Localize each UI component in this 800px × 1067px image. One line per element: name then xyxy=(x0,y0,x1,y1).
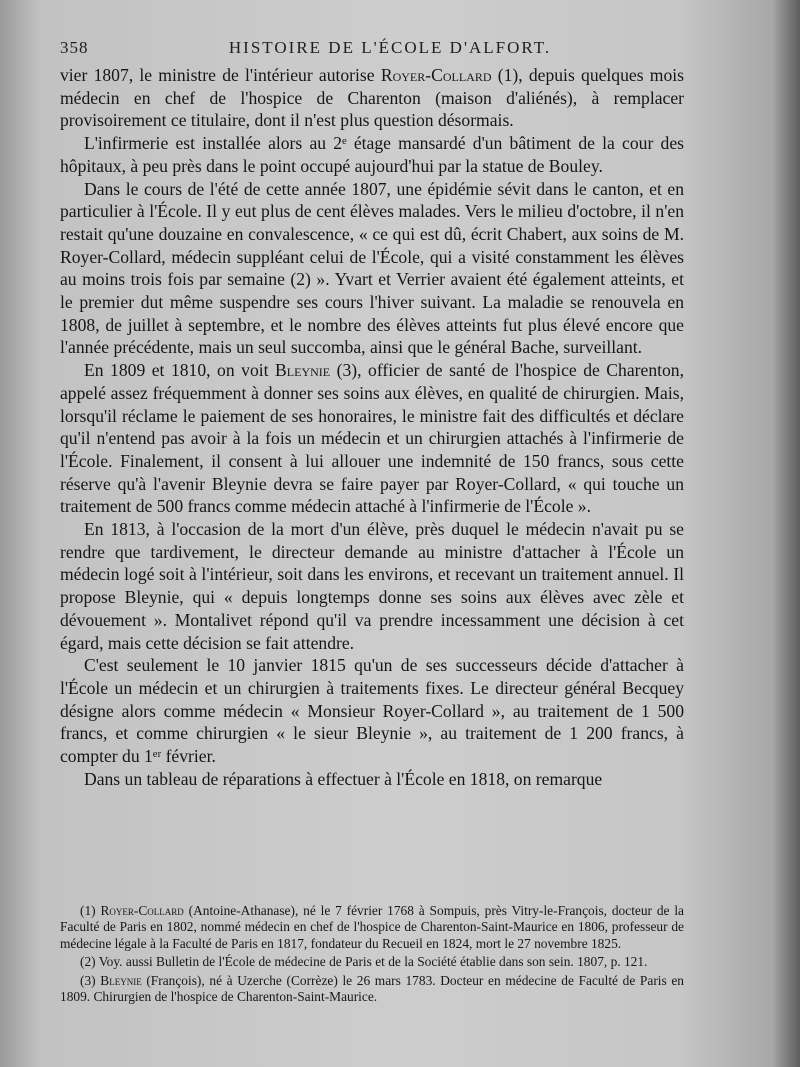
page-number: 358 xyxy=(60,38,89,57)
footnote-text: (Antoine-Athanase), né le 7 février 1768 à Sompuis, près Vitry-le-François, docteur de la Faculté de Paris en 1802, nommé médecin en chef de l'hospice de Charenton-Saint-Maurice en 1806, professeur de médecine légale à la Faculté de Paris en 1817, fondateur du Recueil en 1824, mort le 27 novembre 1825. xyxy=(60,903,684,951)
footnote: (2) Voy. aussi Bulletin de l'École de médecine de Paris et de la Société établie dans son sein. 1807, p. 121. xyxy=(80,954,648,970)
paragraph-text: (1), depuis quelques mois médecin en chef de l'hospice de Charenton (maison d'aliénés), à remplacer provisoirement ce titulaire, dont il n'est plus question désormais. xyxy=(60,65,684,131)
paragraph: L'infirmerie est installée alors au 2ᵉ étage mansardé d'un bâtiment de la cour des hôpitaux, à peu près dans le point occupé aujourd'hui par la statue de Bouley. xyxy=(60,133,684,176)
paragraph: Dans un tableau de réparations à effectuer à l'École en 1818, on remarque xyxy=(84,768,603,789)
person-name: Bleynie xyxy=(275,360,331,381)
running-head: HISTOIRE DE L'ÉCOLE D'ALFORT. xyxy=(228,38,552,57)
footnote xyxy=(60,903,684,952)
footnotes xyxy=(60,903,684,1007)
page-header xyxy=(60,38,720,64)
paragraph xyxy=(60,64,684,132)
body-text xyxy=(60,64,684,791)
paragraph: En 1813, à l'occasion de la mort d'un élève, près duquel le médecin n'avait pu se rendre que tardivement, le directeur demande au ministre d'attacher à l'École un médecin logé soit à l'intérieur, soit dans les environs, et recevant un traitement annuel. Il propose Bleynie, qui « depuis longtemps donne ses soins aux élèves avec zèle et dévouement ». Montalivet répond qu'il va prendre incessamment une décision à cet égard, mais cette décision se fait attendre. xyxy=(60,519,684,653)
paragraph: C'est seulement le 10 janvier 1815 qu'un de ses successeurs décide d'attacher à l'École un médecin et un chirurgien à traitements fixes. Le directeur général Becquey désigne alors comme médecin « Monsieur Royer-Collard », au traitement de 1 500 francs, et comme chirurgien « le sieur Bleynie », au traitement de 1 200 francs, à compter du 1ᵉʳ février. xyxy=(60,655,684,767)
footnote xyxy=(60,973,684,1006)
paragraph-text: (3), officier de santé de l'hospice de Charenton, appelé assez fréquemment à donner ses soins aux élèves, en qualité de chirurgien. Mais, lorsqu'il réclame le paiement de ses honoraires, le ministre fait des difficultés et déclare qu'il n'entend pas avoir à la fois un médecin et un chirurgien attachés à l'infirmerie de l'École. Finalement, il consent à lui allouer une indemnité de 150 francs, sous cette réserve qu'à l'avenir Bleynie devra se faire payer par Royer-Collard, « qui touche un traitement de 500 francs comme médecin attaché à l'infirmerie de l'École ». xyxy=(60,360,684,517)
footnote-marker: (3) xyxy=(80,972,101,988)
paragraph: Dans le cours de l'été de cette année 1807, une épidémie sévit dans le canton, et en particulier à l'École. Il y eut plus de cent élèves malades. Vers le milieu d'octobre, il n'en restait qu'une douzaine en convalescence, « ce qui est dû, écrit Chabert, aux soins de M. Royer-Collard, médecin suppléant celui de l'École, qui a visité constamment les élèves au moins trois fois par semaine (2) ». Yvart et Verrier avaient été également atteints, et le premier dut même suspendre ses cours l'hiver suivant. La maladie se renouvela en 1808, de juillet à septembre, et le nombre des élèves atteints fut plus élevé encore que l'année précédente, mais un seul succomba, ainsi que le général Bache, surveillant. xyxy=(60,178,684,358)
paragraph-text: En 1809 et 1810, on voit xyxy=(84,360,276,381)
paragraph-text: vier 1807, le ministre de l'intérieur autorise xyxy=(60,65,381,85)
footnote-text: (François), né à Uzerche (Corrèze) le 26 mars 1783. Docteur en médecine de Faculté de Paris en 1809. Chirurgien de l'hospice de Charenton-Saint-Maurice. xyxy=(60,972,684,1005)
person-name: Bleynie xyxy=(100,972,142,988)
footnote-marker: (1) xyxy=(80,903,101,918)
person-name: Royer-Collard xyxy=(380,65,492,85)
paragraph xyxy=(60,359,684,518)
person-name: Royer-Collard xyxy=(100,903,184,918)
